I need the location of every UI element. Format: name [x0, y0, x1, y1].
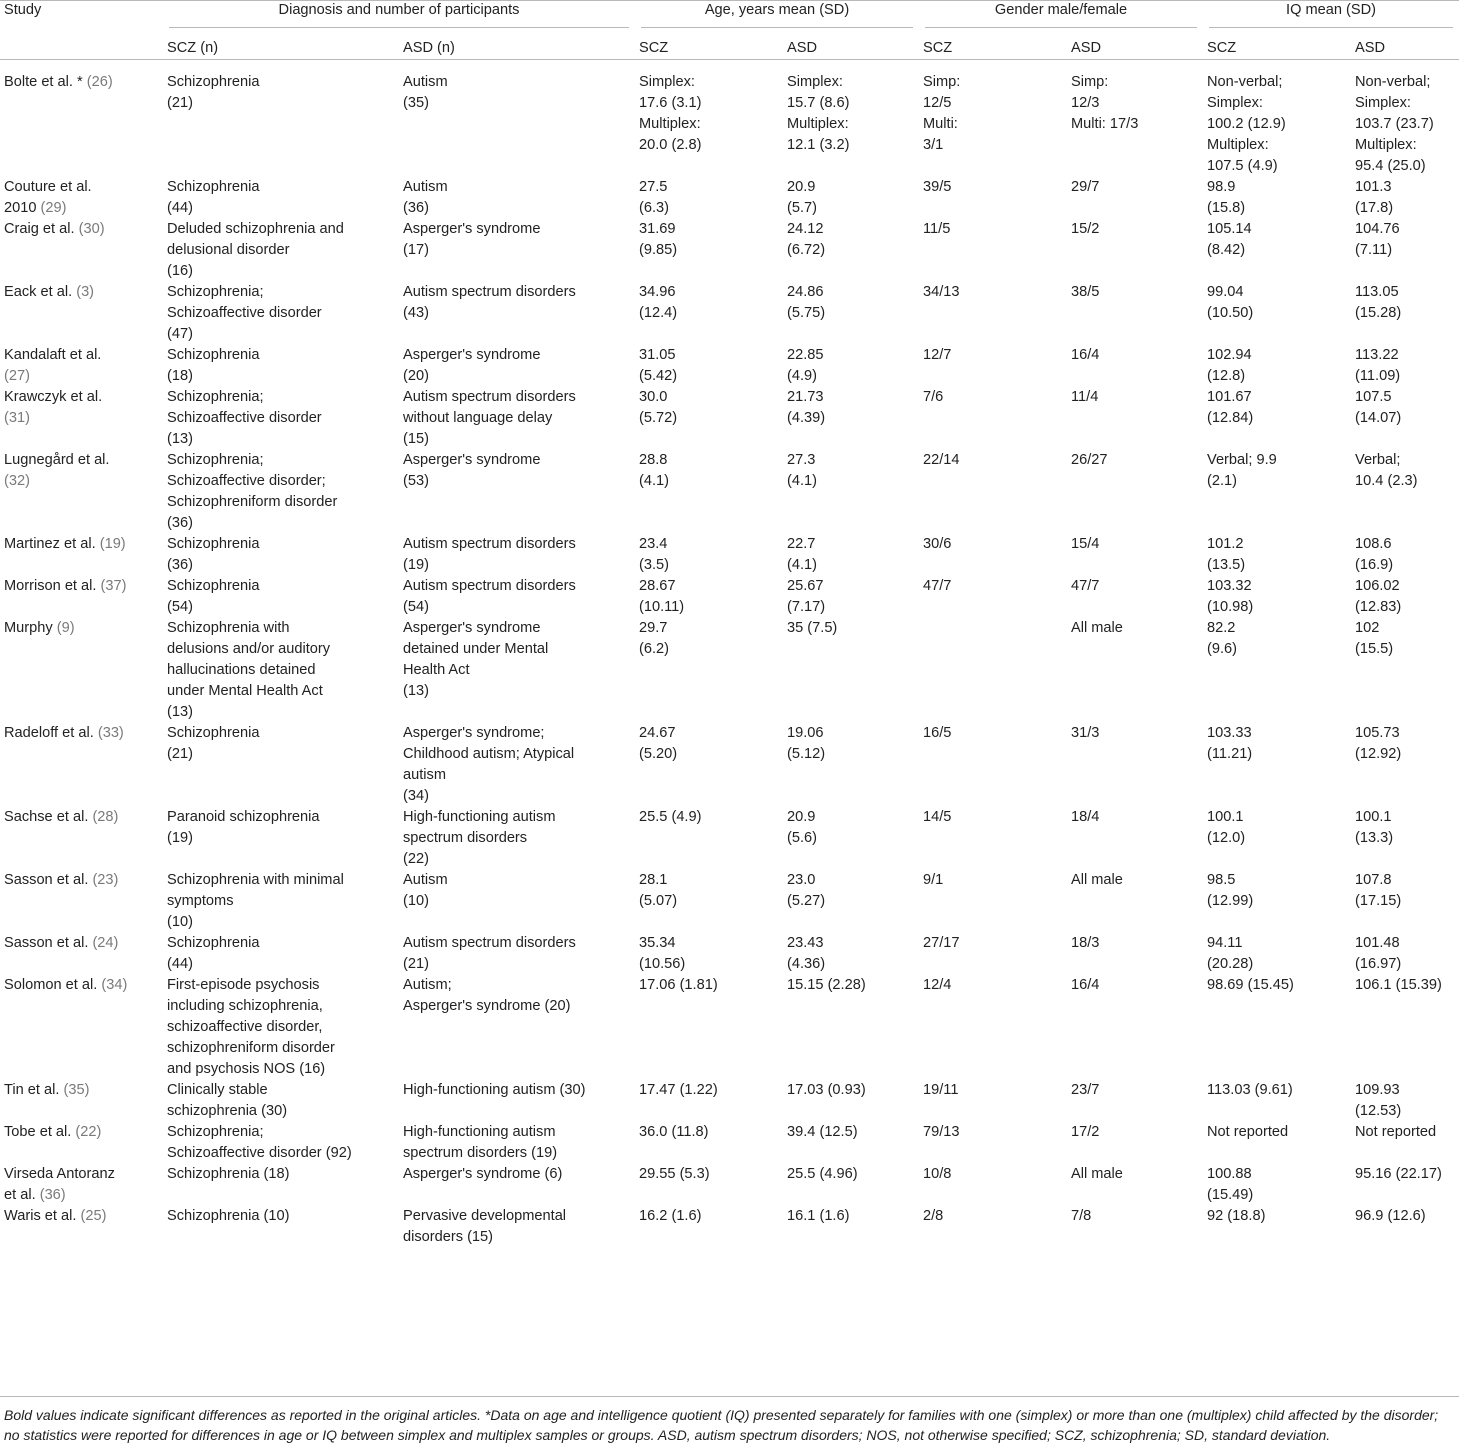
cell-age-scz: 31.05 (5.42): [639, 347, 678, 384]
cell-age-asd: 25.67 (7.17): [787, 578, 826, 615]
cell-gender-scz: 9/1: [923, 872, 944, 888]
cell-gender-asd: 23/7: [1071, 1082, 1100, 1098]
cell-gender-scz: 47/7: [923, 578, 952, 594]
study-reference: (30): [78, 221, 105, 237]
cell-iq-scz: 98.9 (15.8): [1207, 179, 1246, 216]
cell-age-scz: 17.06 (1.81): [639, 977, 718, 993]
cell-iq-asd: Non-verbal; Simplex: 103.7 (23.7) Multiplex: 95.4 (25.0): [1355, 74, 1434, 174]
cell-diagnosis-scz: First-episode psychosis including schizophrenia, schizoaffective disorder, schizophreniform disorder and psychosis NOS (16): [167, 977, 335, 1077]
cell-diagnosis-asd: High-functioning autism spectrum disorders (19): [403, 1124, 558, 1161]
cell-gender-scz: 12/7: [923, 347, 952, 363]
cell-age-scz: 25.5 (4.9): [639, 809, 702, 825]
cell-iq-asd: 101.48 (16.97): [1355, 935, 1402, 972]
cell-study: [0, 387, 163, 450]
study-name: Waris et al.: [4, 1208, 81, 1224]
header-diagnosis: Diagnosis and number of participants: [163, 0, 635, 38]
cell-diagnosis-asd: Asperger's syndrome (6): [403, 1166, 563, 1182]
cell-iq-scz: 101.67 (12.84): [1207, 389, 1254, 426]
table-row: [0, 576, 1459, 618]
cell-age-scz: 36.0 (11.8): [639, 1124, 709, 1140]
cell-age-scz: 28.8 (4.1): [639, 452, 670, 489]
cell-gender-scz: 12/4: [923, 977, 952, 993]
header-diagnosis-asd: ASD (n): [399, 38, 635, 60]
cell-gender-scz: 10/8: [923, 1166, 952, 1182]
cell-age-asd: 22.7 (4.1): [787, 536, 818, 573]
cell-age-scz: 34.96 (12.4): [639, 284, 678, 321]
cell-iq-scz: 100.88 (15.49): [1207, 1166, 1254, 1203]
cell-age-scz: 17.47 (1.22): [639, 1082, 718, 1098]
cell-diagnosis-scz: Schizophrenia (10): [167, 1208, 290, 1224]
cell-study: [0, 576, 163, 618]
cell-gender-asd: 11/4: [1071, 389, 1099, 405]
study-reference: (24): [92, 935, 119, 951]
cell-gender-scz: 16/5: [923, 725, 952, 741]
study-name: Kandalaft et al.: [4, 347, 102, 363]
cell-diagnosis-asd: High-functioning autism spectrum disorders (22): [403, 809, 556, 867]
cell-iq-scz: 99.04 (10.50): [1207, 284, 1254, 321]
cell-age-asd: 20.9 (5.6): [787, 809, 818, 846]
cell-gender-scz: 2/8: [923, 1208, 944, 1224]
cell-age-asd: 27.3 (4.1): [787, 452, 818, 489]
cell-age-scz: 23.4 (3.5): [639, 536, 670, 573]
cell-diagnosis-asd: Autism (35): [403, 74, 448, 111]
cell-diagnosis-asd: Autism spectrum disorders without language delay (15): [403, 389, 576, 447]
cell-iq-scz: 102.94 (12.8): [1207, 347, 1252, 384]
cell-gender-asd: 26/27: [1071, 452, 1108, 468]
cell-age-asd: 20.9 (5.7): [787, 179, 818, 216]
cell-diagnosis-scz: Schizophrenia; Schizoaffective disorder (13): [167, 389, 322, 447]
study-reference: (32): [4, 473, 30, 489]
cell-age-asd: 15.15 (2.28): [787, 977, 866, 993]
cell-age-scz: 27.5 (6.3): [639, 179, 670, 216]
cell-iq-scz: 94.11 (20.28): [1207, 935, 1254, 972]
cell-diagnosis-scz: Schizophrenia (21): [167, 725, 260, 762]
cell-diagnosis-asd: Asperger's syndrome detained under Mental Health Act (13): [403, 620, 549, 699]
cell-gender-asd: 18/4: [1071, 809, 1100, 825]
header-iq-scz: SCZ: [1203, 38, 1351, 60]
header-diagnosis-scz: SCZ (n): [163, 38, 399, 60]
study-reference: (34): [101, 977, 128, 993]
study-reference: (36): [39, 1187, 66, 1203]
header-study-spacer: [0, 38, 163, 60]
cell-age-scz: 31.69 (9.85): [639, 221, 678, 258]
table-row: [0, 219, 1459, 282]
study-name: Murphy: [4, 620, 57, 636]
table-row: [0, 387, 1459, 450]
cell-study: [0, 219, 163, 282]
cell-gender-scz: 27/17: [923, 935, 960, 951]
study-name: Radeloff et al.: [4, 725, 98, 741]
study-reference: (28): [92, 809, 119, 825]
cell-study: [0, 933, 163, 975]
cell-age-scz: 16.2 (1.6): [639, 1208, 702, 1224]
study-name: Sasson et al.: [4, 935, 93, 951]
cell-iq-scz: 82.2 (9.6): [1207, 620, 1238, 657]
cell-diagnosis-scz: Deluded schizophrenia and delusional disorder (16): [167, 221, 344, 279]
cell-iq-asd: 113.22 (11.09): [1355, 347, 1401, 384]
cell-diagnosis-scz: Schizophrenia (54): [167, 578, 260, 615]
cell-age-asd: 24.12 (6.72): [787, 221, 826, 258]
header-age-scz: SCZ: [635, 38, 783, 60]
cell-gender-scz: [919, 618, 1067, 723]
study-reference: (9): [56, 620, 75, 636]
study-name: Morrison et al.: [4, 578, 101, 594]
study-name: Tin et al.: [4, 1082, 64, 1098]
cell-diagnosis-asd: Asperger's syndrome; Childhood autism; Atypical autism (34): [403, 725, 575, 804]
cell-iq-scz: Non-verbal; Simplex: 100.2 (12.9) Multiplex: 107.5 (4.9): [1207, 74, 1286, 174]
study-reference: (31): [4, 410, 30, 426]
table-row: [0, 870, 1459, 933]
study-reference: (26): [86, 74, 113, 90]
cell-iq-scz: Verbal; 9.9 (2.1): [1207, 452, 1277, 489]
cell-gender-scz: 11/5: [923, 221, 951, 237]
cell-gender-scz: 39/5: [923, 179, 952, 195]
cell-age-asd: 24.86 (5.75): [787, 284, 826, 321]
cell-gender-asd: 16/4: [1071, 347, 1100, 363]
cell-diagnosis-scz: Schizophrenia; Schizoaffective disorder (47): [167, 284, 322, 342]
cell-age-asd: 25.5 (4.96): [787, 1166, 858, 1182]
cell-iq-asd: 108.6 (16.9): [1355, 536, 1394, 573]
cell-age-asd: 17.03 (0.93): [787, 1082, 866, 1098]
cell-age-scz: 28.67 (10.11): [639, 578, 685, 615]
cell-diagnosis-asd: High-functioning autism (30): [403, 1082, 586, 1098]
header-gender-scz: SCZ: [919, 38, 1067, 60]
table-row: [0, 345, 1459, 387]
cell-gender-asd: 47/7: [1071, 578, 1100, 594]
cell-iq-asd: 106.02 (12.83): [1355, 578, 1402, 615]
study-name: Sasson et al.: [4, 872, 93, 888]
study-name: Craig et al.: [4, 221, 79, 237]
cell-gender-asd: All male: [1071, 620, 1123, 636]
table-row: [0, 807, 1459, 870]
cell-diagnosis-scz: Schizophrenia (18): [167, 1166, 290, 1182]
table-row: [0, 723, 1459, 807]
table-row: [0, 975, 1459, 1080]
cell-gender-scz: 19/11: [923, 1082, 959, 1098]
cell-age-scz: 24.67 (5.20): [639, 725, 678, 762]
cell-age-scz: 29.7 (6.2): [639, 620, 670, 657]
cell-iq-scz: 92 (18.8): [1207, 1208, 1266, 1224]
cell-iq-asd: 107.5 (14.07): [1355, 389, 1402, 426]
cell-age-asd: 22.85 (4.9): [787, 347, 824, 384]
cell-gender-asd: 15/4: [1071, 536, 1100, 552]
study-reference: (27): [4, 368, 30, 384]
cell-gender-scz: Simp: 12/5 Multi: 3/1: [923, 74, 961, 153]
table-footnote: Bold values indicate significant differences as reported in the original articles. *Data on age and intelligence quotient (IQ) presented separately for families with one (simplex) or more than one (multiplex) child affected by the disorder; no statistics were reported for differences in age or IQ between simplex and multiplex samples or groups. ASD, autism spectrum disorders; NOS, not otherwise specified; SCZ, schizophrenia; SD, standard deviation.: [0, 1396, 1459, 1445]
cell-study: [0, 723, 163, 807]
cell-age-scz: Simplex: 17.6 (3.1) Multiplex: 20.0 (2.8): [639, 74, 702, 153]
cell-diagnosis-asd: Autism; Asperger's syndrome (20): [403, 977, 571, 1014]
study-name: Couture et al. 2010: [4, 179, 92, 216]
cell-study: [0, 870, 163, 933]
study-name: Bolte et al. *: [4, 74, 87, 90]
cell-study: [0, 450, 163, 534]
cell-study: [0, 1080, 163, 1122]
table-row: [0, 1080, 1459, 1122]
cell-gender-asd: 18/3: [1071, 935, 1100, 951]
cell-gender-scz: 14/5: [923, 809, 952, 825]
cell-gender-asd: All male: [1071, 1166, 1123, 1182]
cell-diagnosis-asd: Asperger's syndrome (53): [403, 452, 541, 489]
header-iq-asd: ASD: [1351, 38, 1459, 60]
cell-iq-scz: 98.69 (15.45): [1207, 977, 1294, 993]
cell-study: [0, 1164, 163, 1206]
study-reference: (37): [100, 578, 127, 594]
study-reference: (22): [75, 1124, 102, 1140]
cell-iq-asd: 95.16 (22.17): [1355, 1166, 1442, 1182]
cell-iq-asd: 101.3 (17.8): [1355, 179, 1394, 216]
cell-age-scz: 30.0 (5.72): [639, 389, 678, 426]
cell-age-scz: 35.34 (10.56): [639, 935, 686, 972]
cell-gender-asd: 17/2: [1071, 1124, 1100, 1140]
study-reference: (35): [63, 1082, 90, 1098]
cell-iq-asd: 107.8 (17.15): [1355, 872, 1402, 909]
study-reference: (19): [99, 536, 126, 552]
cell-gender-scz: 7/6: [923, 389, 944, 405]
cell-age-scz: 28.1 (5.07): [639, 872, 678, 909]
cell-diagnosis-scz: Schizophrenia with minimal symptoms (10): [167, 872, 344, 930]
cell-study: [0, 1206, 163, 1248]
table-row: [0, 1122, 1459, 1164]
cell-diagnosis-scz: Schizophrenia; Schizoaffective disorder; Schizophreniform disorder (36): [167, 452, 338, 531]
header-row-subgroups: [0, 38, 1459, 60]
cell-iq-scz: 103.33 (11.21): [1207, 725, 1253, 762]
cell-diagnosis-asd: Pervasive developmental disorders (15): [403, 1208, 567, 1245]
cell-gender-asd: 7/8: [1071, 1208, 1092, 1224]
study-name: Martinez et al.: [4, 536, 100, 552]
cell-iq-scz: Not reported: [1207, 1124, 1289, 1140]
study-name: Eack et al.: [4, 284, 77, 300]
cell-diagnosis-scz: Paranoid schizophrenia (19): [167, 809, 320, 846]
cell-diagnosis-scz: Schizophrenia with delusions and/or auditory hallucinations detained under Mental Health Act (13): [167, 620, 331, 720]
cell-gender-asd: 38/5: [1071, 284, 1100, 300]
table-row: [0, 1206, 1459, 1248]
table-row: [0, 618, 1459, 723]
cell-diagnosis-scz: Schizophrenia (44): [167, 935, 260, 972]
cell-study: [0, 1122, 163, 1164]
cell-iq-asd: 96.9 (12.6): [1355, 1208, 1426, 1224]
cell-iq-asd: 109.93 (12.53): [1355, 1082, 1402, 1119]
cell-gender-asd: Simp: 12/3 Multi: 17/3: [1071, 74, 1139, 132]
cell-iq-scz: 105.14 (8.42): [1207, 221, 1252, 258]
table-row: [0, 60, 1459, 178]
cell-gender-asd: 31/3: [1071, 725, 1100, 741]
cell-diagnosis-asd: Asperger's syndrome (20): [403, 347, 541, 384]
header-age-asd: ASD: [783, 38, 919, 60]
cell-diagnosis-asd: Autism (36): [403, 179, 448, 216]
study-name: Solomon et al.: [4, 977, 102, 993]
cell-gender-scz: 22/14: [923, 452, 960, 468]
cell-diagnosis-asd: Autism spectrum disorders (19): [403, 536, 576, 573]
cell-iq-scz: 103.32 (10.98): [1207, 578, 1254, 615]
cell-diagnosis-scz: Schizophrenia (44): [167, 179, 260, 216]
cell-study: [0, 282, 163, 345]
cell-iq-scz: 98.5 (12.99): [1207, 872, 1254, 909]
cell-diagnosis-scz: Schizophrenia (21): [167, 74, 260, 111]
cell-iq-scz: 101.2 (13.5): [1207, 536, 1246, 573]
table-row: [0, 933, 1459, 975]
table-row: [0, 282, 1459, 345]
cell-iq-asd: 105.73 (12.92): [1355, 725, 1402, 762]
cell-diagnosis-asd: Autism spectrum disorders (43): [403, 284, 576, 321]
header-study: Study: [4, 2, 42, 18]
cell-iq-asd: 104.76 (7.11): [1355, 221, 1400, 258]
cell-diagnosis-asd: Autism (10): [403, 872, 448, 909]
cell-diagnosis-scz: Schizophrenia (18): [167, 347, 260, 384]
cell-diagnosis-asd: Asperger's syndrome (17): [403, 221, 541, 258]
cell-diagnosis-scz: Schizophrenia; Schizoaffective disorder (92): [167, 1124, 352, 1161]
cell-study: [0, 618, 163, 723]
table-row: [0, 450, 1459, 534]
table-row: [0, 177, 1459, 219]
cell-iq-asd: 102 (15.5): [1355, 620, 1394, 657]
cell-gender-asd: 15/2: [1071, 221, 1100, 237]
study-name: Lugnegård et al.: [4, 452, 110, 468]
cell-age-asd: 16.1 (1.6): [787, 1208, 850, 1224]
cell-iq-scz: 100.1 (12.0): [1207, 809, 1246, 846]
cell-study: [0, 60, 163, 178]
cell-age-asd: Simplex: 15.7 (8.6) Multiplex: 12.1 (3.2): [787, 74, 850, 153]
cell-age-asd: 21.73 (4.39): [787, 389, 826, 426]
study-reference: (29): [40, 200, 67, 216]
cell-gender-asd: 16/4: [1071, 977, 1100, 993]
cell-age-asd: 23.43 (4.36): [787, 935, 826, 972]
header-row-groups: [0, 0, 1459, 38]
cell-gender-scz: 79/13: [923, 1124, 960, 1140]
cell-diagnosis-scz: Schizophrenia (36): [167, 536, 260, 573]
cell-diagnosis-scz: Clinically stable schizophrenia (30): [167, 1082, 288, 1119]
cell-diagnosis-asd: Autism spectrum disorders (54): [403, 578, 576, 615]
cell-iq-asd: 100.1 (13.3): [1355, 809, 1394, 846]
study-reference: (25): [80, 1208, 107, 1224]
cell-study: [0, 177, 163, 219]
study-reference: (3): [76, 284, 95, 300]
header-age: Age, years mean (SD): [635, 0, 919, 38]
study-reference: (33): [97, 725, 124, 741]
study-name: Krawczyk et al.: [4, 389, 103, 405]
study-name: Sachse et al.: [4, 809, 93, 825]
cell-age-asd: 19.06 (5.12): [787, 725, 826, 762]
cell-gender-asd: 29/7: [1071, 179, 1100, 195]
study-reference: (23): [92, 872, 119, 888]
cell-age-scz: 29.55 (5.3): [639, 1166, 710, 1182]
cell-study: [0, 975, 163, 1080]
cell-iq-asd: 106.1 (15.39): [1355, 977, 1442, 993]
table-body: [0, 60, 1459, 1249]
header-gender-asd: ASD: [1067, 38, 1203, 60]
header-iq: IQ mean (SD): [1203, 0, 1459, 38]
header-gender: Gender male/female: [919, 0, 1203, 38]
cell-gender-scz: 30/6: [923, 536, 952, 552]
cell-gender-asd: All male: [1071, 872, 1123, 888]
cell-iq-asd: Not reported: [1355, 1124, 1437, 1140]
cell-iq-asd: Verbal; 10.4 (2.3): [1355, 452, 1418, 489]
study-name: Virseda Antoranz et al.: [4, 1166, 115, 1203]
study-name: Tobe et al.: [4, 1124, 76, 1140]
cell-diagnosis-asd: Autism spectrum disorders (21): [403, 935, 576, 972]
cell-study: [0, 807, 163, 870]
cell-age-asd: 39.4 (12.5): [787, 1124, 858, 1140]
cell-age-asd: 35 (7.5): [787, 620, 838, 636]
cell-iq-asd: 113.05 (15.28): [1355, 284, 1402, 321]
cell-age-asd: 23.0 (5.27): [787, 872, 826, 909]
table-row: [0, 534, 1459, 576]
cell-study: [0, 534, 163, 576]
cell-gender-scz: 34/13: [923, 284, 960, 300]
table-row: [0, 1164, 1459, 1206]
cell-iq-scz: 113.03 (9.61): [1207, 1082, 1293, 1098]
cell-study: [0, 345, 163, 387]
